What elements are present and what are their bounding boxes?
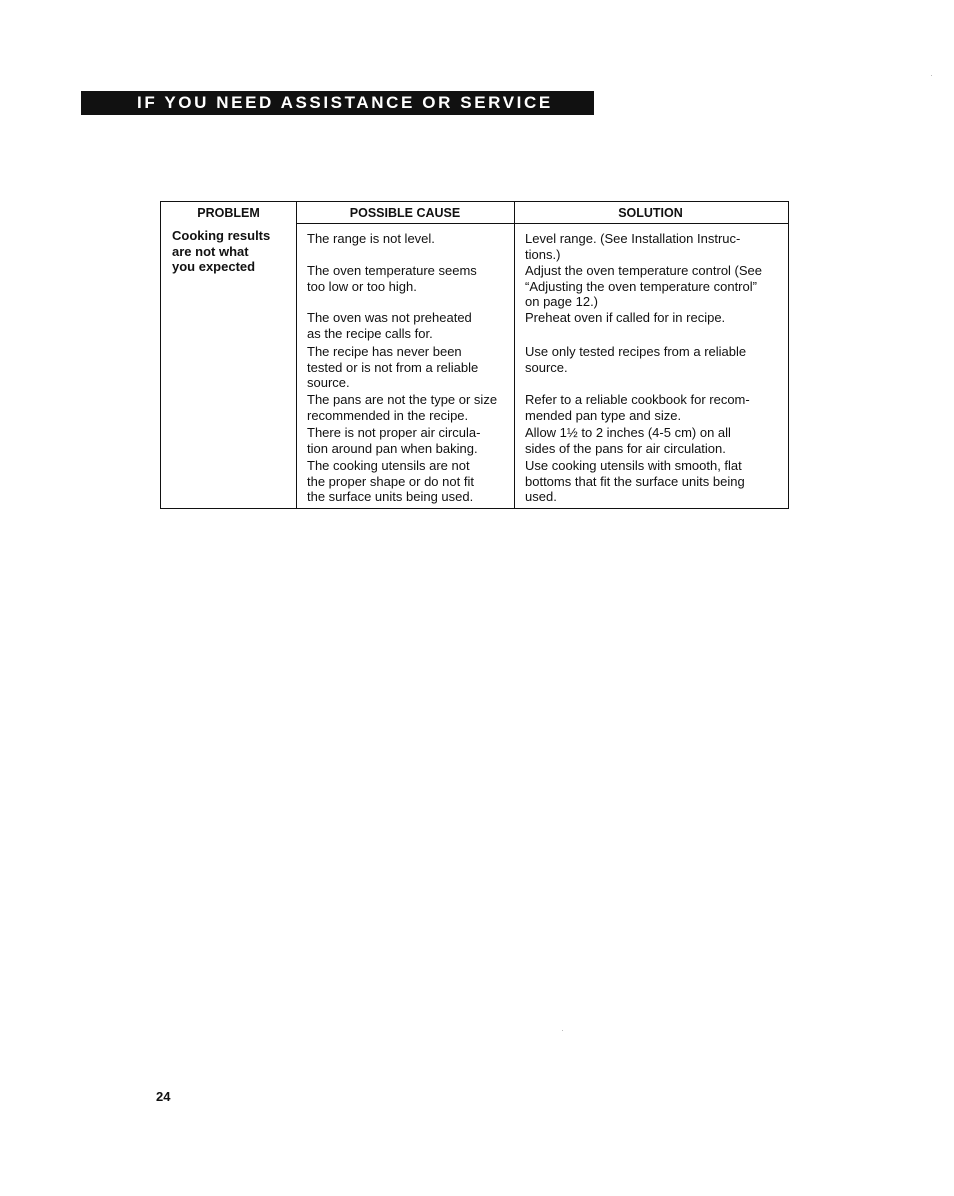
- column-header-solution: SOLUTION: [618, 206, 683, 220]
- cause-utensils-shape: The cooking utensils are not the proper shape or do not fit the surface units being used.: [307, 458, 474, 504]
- solution-preheat-oven: Preheat oven if called for in recipe.: [525, 310, 726, 325]
- scan-speck: [931, 75, 932, 76]
- solution-allow-space: Allow 1½ to 2 inches (4-5 cm) on all sides of the pans for air circulation.: [525, 425, 731, 456]
- solution-flat-utensils: Use cooking utensils with smooth, flat bottoms that fit the surface units being used.: [525, 458, 745, 504]
- cause-not-preheated: The oven was not preheated as the recipe calls for.: [307, 310, 472, 341]
- section-banner-title: IF YOU NEED ASSISTANCE OR SERVICE: [137, 93, 553, 112]
- solution-adjust-temperature: Adjust the oven temperature control (See “Adjusting the oven temperature control” on page 12.): [525, 263, 763, 309]
- cause-untested-recipe: The recipe has never been tested or is not from a reliable source.: [307, 344, 479, 390]
- cause-oven-temperature: The oven temperature seems too low or too high.: [307, 263, 477, 294]
- troubleshooting-table: [160, 201, 789, 509]
- column-header-problem: PROBLEM: [197, 206, 260, 220]
- problem-cooking-results: Cooking results are not what you expected: [172, 228, 271, 274]
- column-divider: [296, 202, 297, 508]
- column-header-possible-cause: POSSIBLE CAUSE: [349, 206, 461, 220]
- solution-tested-recipes: Use only tested recipes from a reliable source.: [525, 344, 747, 375]
- solution-level-range: Level range. (See Installation Instruc- tions.): [525, 231, 741, 262]
- page-number: 24: [156, 1089, 171, 1104]
- cause-range-not-level: The range is not level.: [307, 231, 435, 246]
- cause-air-circulation: There is not proper air circula- tion around pan when baking.: [307, 425, 481, 456]
- solution-reliable-cookbook: Refer to a reliable cookbook for recom- mended pan type and size.: [525, 392, 750, 423]
- header-divider: [296, 223, 788, 224]
- column-divider: [514, 202, 515, 508]
- section-banner: [81, 91, 594, 115]
- scan-speck: [562, 1030, 563, 1031]
- cause-wrong-pans: The pans are not the type or size recommended in the recipe.: [307, 392, 498, 423]
